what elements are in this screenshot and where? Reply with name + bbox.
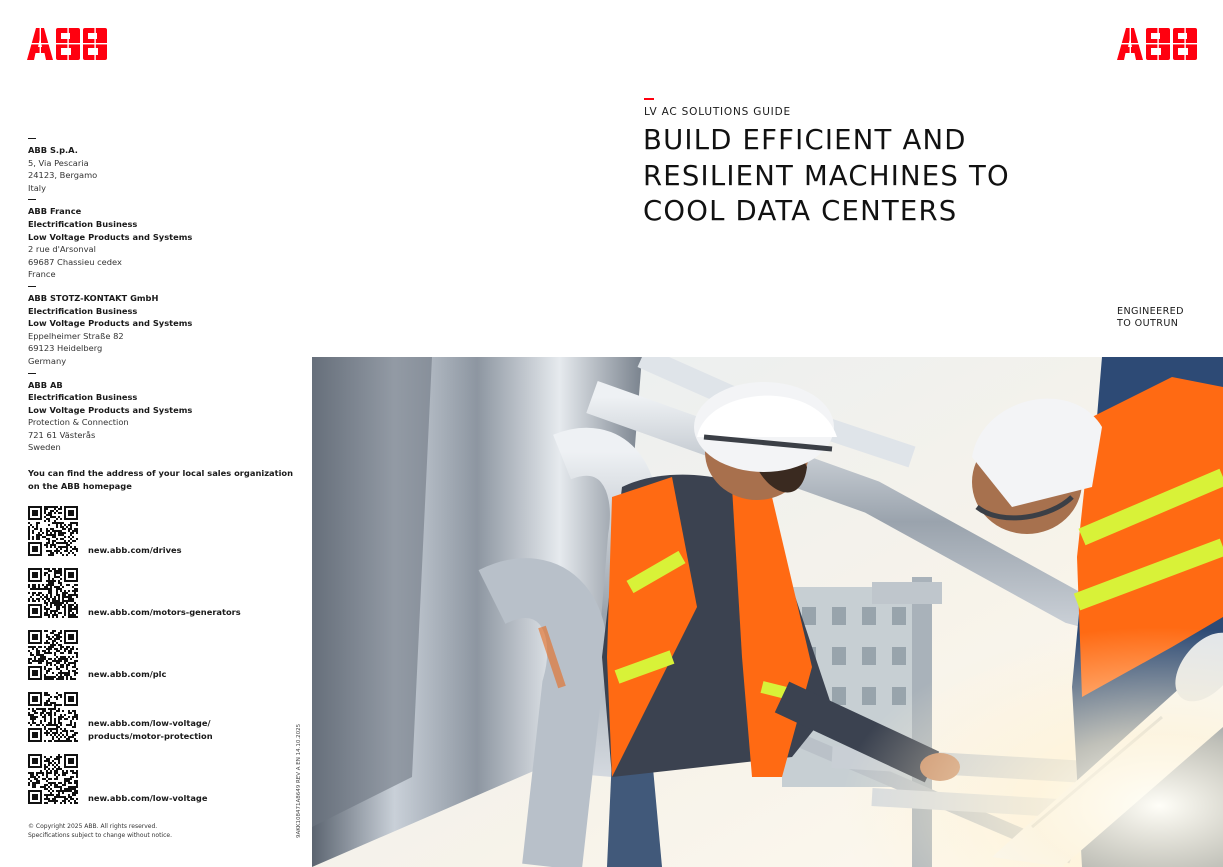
cover-photo	[312, 357, 1223, 867]
address-line: 721 61 Västerås	[28, 429, 96, 440]
address-line: Low Voltage Products and Systems	[28, 318, 193, 329]
link-row-motor-protection[interactable]	[28, 692, 298, 742]
divider	[28, 199, 36, 200]
address-line: ABB AB	[28, 379, 63, 390]
address-line: ABB S.p.A.	[28, 145, 78, 155]
cover-title-line: BUILD EFFICIENT AND	[643, 124, 967, 156]
address-line: 69123 Heidelberg	[28, 343, 103, 354]
link-text: new.abb.com/motors-generators	[88, 606, 241, 617]
address-line: Eppelheimer Straße 82	[28, 330, 124, 341]
address-line: Protection & Connection	[28, 417, 129, 428]
qr-code-icon	[28, 754, 78, 804]
address-line: ABB France	[28, 206, 82, 217]
address-line: Germany	[28, 355, 67, 366]
address-block	[28, 199, 298, 281]
address-block	[28, 138, 298, 194]
address-line: Low Voltage Products and Systems	[28, 231, 193, 242]
guide-label: LV AC SOLUTIONS GUIDE	[644, 106, 791, 118]
address-line: Sweden	[28, 442, 61, 453]
spec-note-text: Specifications subject to change without notice.	[28, 831, 172, 839]
link-text: products/motor-protection	[88, 730, 213, 741]
address-line: Electrification Business	[28, 305, 138, 316]
link-row-drives[interactable]	[28, 506, 298, 556]
address-line: 69687 Chassieu cedex	[28, 256, 122, 267]
link-text: new.abb.com/low-voltage/	[88, 718, 211, 729]
link-motors-generators[interactable]	[88, 606, 241, 618]
local-sales-note-line: on the ABB homepage	[28, 480, 132, 491]
abb-logo-mark	[1117, 28, 1199, 60]
address-list	[28, 133, 298, 454]
divider	[28, 286, 36, 287]
qr-code-icon	[28, 506, 78, 556]
tagline-line: TO OUTRUN	[1117, 318, 1179, 330]
cover-title-line: COOL DATA CENTERS	[643, 195, 958, 227]
link-low-voltage[interactable]	[88, 792, 207, 804]
abb-logo	[1117, 28, 1199, 60]
address-line: Electrification Business	[28, 392, 138, 403]
link-row-motors-generators[interactable]	[28, 568, 298, 618]
local-sales-note	[28, 467, 298, 493]
link-plc[interactable]	[88, 668, 166, 680]
address-block	[28, 373, 298, 455]
divider	[28, 138, 36, 139]
link-text: new.abb.com/drives	[88, 544, 182, 555]
link-row-low-voltage[interactable]	[28, 754, 298, 804]
document-number: 9AKK108471A8649 REV A EN 14.10.2025	[296, 723, 302, 838]
link-row-plc[interactable]	[28, 630, 298, 680]
qr-code-icon	[28, 692, 78, 742]
local-sales-note-line: You can find the address of your local sales organization	[28, 468, 294, 478]
qr-code-icon	[28, 568, 78, 618]
link-drives[interactable]	[88, 544, 182, 556]
accent-dash	[644, 98, 654, 100]
address-line: Italy	[28, 182, 46, 193]
abb-logo	[27, 28, 109, 60]
tagline	[1117, 306, 1184, 330]
cover-title	[643, 123, 1163, 230]
tagline-line: ENGINEERED	[1117, 306, 1184, 317]
copyright-text: © Copyright 2025 ABB. All rights reserved.	[28, 823, 158, 830]
divider	[28, 373, 36, 374]
address-line: Electrification Business	[28, 218, 138, 229]
address-line: Low Voltage Products and Systems	[28, 404, 193, 415]
cover-title-line: RESILIENT MACHINES TO	[643, 159, 1010, 192]
copyright-notice	[28, 823, 172, 840]
address-line: 24123, Bergamo	[28, 170, 98, 181]
link-text: new.abb.com/plc	[88, 668, 167, 679]
address-line: 2 rue d'Arsonval	[28, 244, 96, 255]
address-line: France	[28, 269, 56, 280]
link-motor-protection[interactable]	[88, 717, 213, 742]
engineers-inspecting-ducts-illustration	[312, 357, 1223, 867]
link-text: new.abb.com/low-voltage	[88, 792, 208, 803]
address-block	[28, 286, 298, 368]
abb-logo-mark	[27, 28, 109, 60]
address-line: 5, Via Pescaria	[28, 157, 89, 168]
address-line: ABB STOTZ-KONTAKT GmbH	[28, 292, 159, 303]
qr-code-icon	[28, 630, 78, 680]
